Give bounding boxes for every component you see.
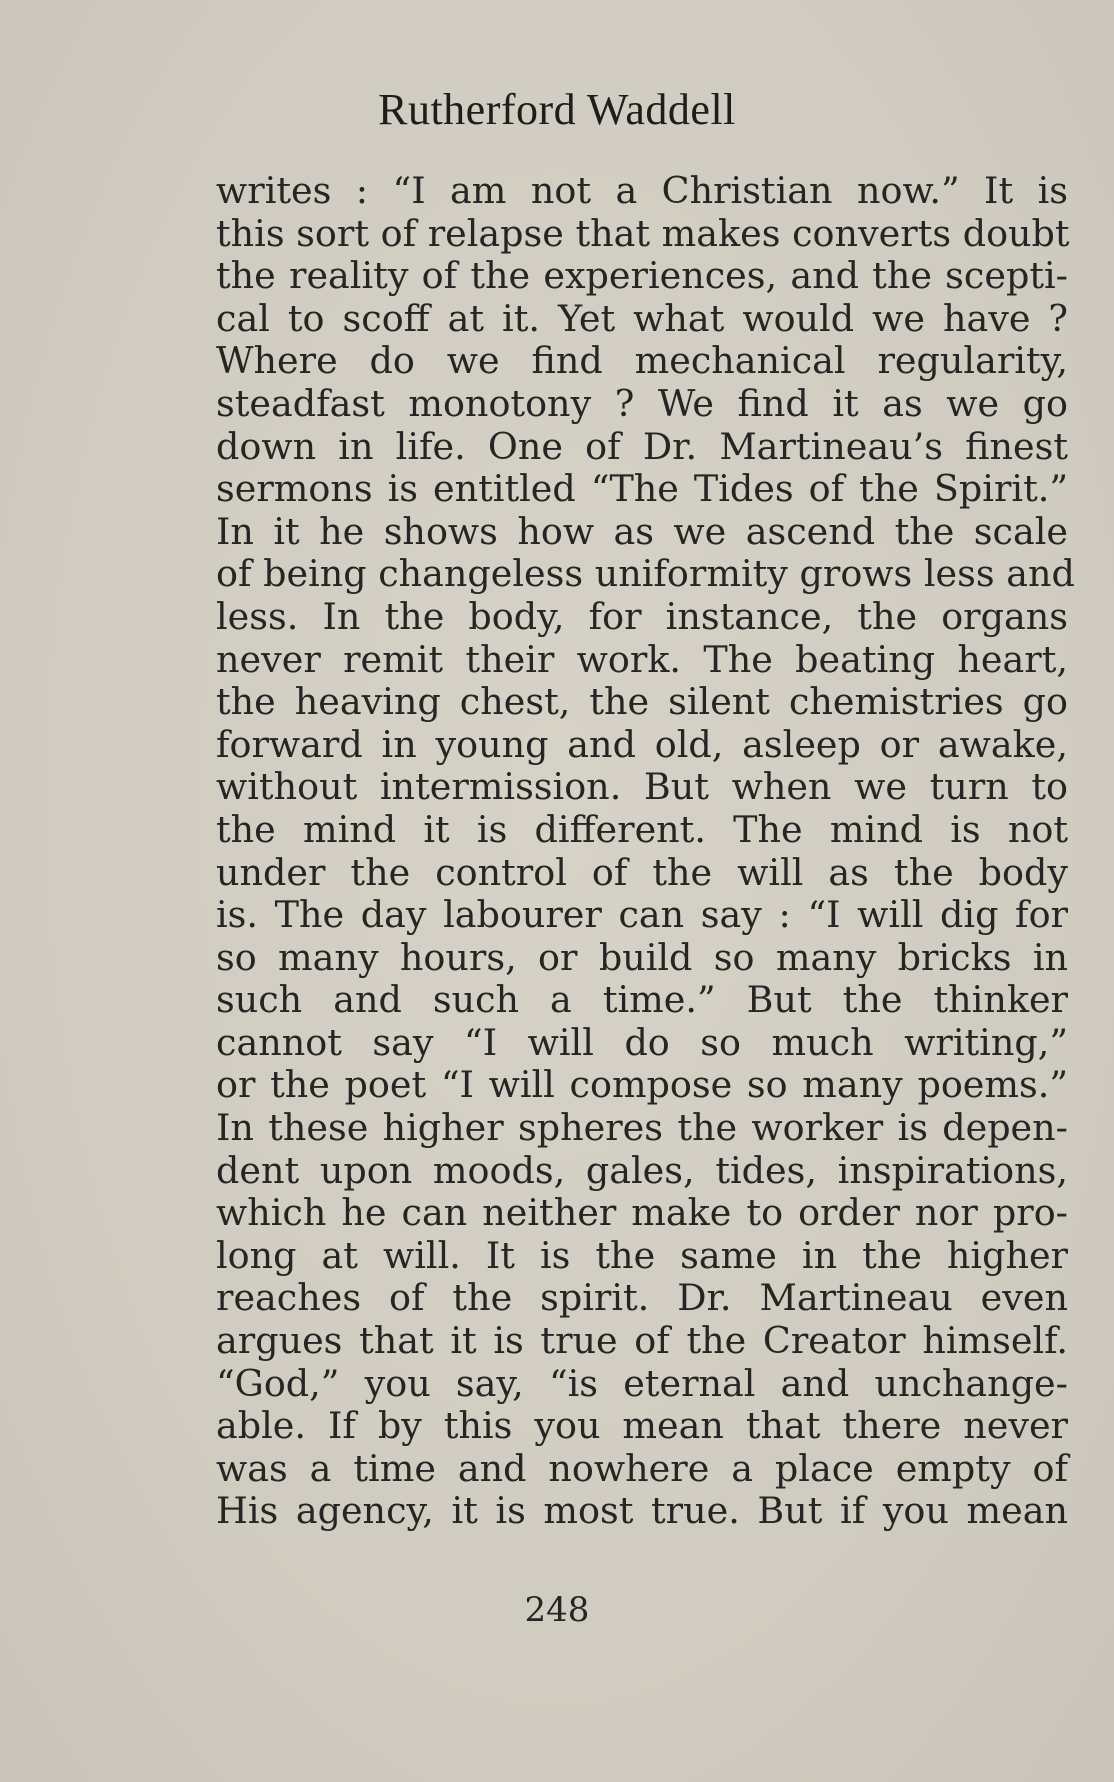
- text-line: reaches of the spirit. Dr. Martineau even: [216, 1276, 1068, 1320]
- text-line: cannot say “I will do so much writing,”: [216, 1020, 1068, 1064]
- text-line: writes : “I am not a Christian now.” It is: [216, 169, 1068, 212]
- text-line: the mind it is different. The mind is not: [216, 807, 1068, 851]
- text-line: cal to scoff at it. Yet what would we have ?: [216, 296, 1068, 340]
- text-line: His agency, it is most true. But if you mean: [216, 1489, 1068, 1533]
- page-number: 248: [524, 1590, 590, 1630]
- text-line: this sort of relapse that makes converts doubt: [216, 211, 1070, 255]
- running-head: Rutherford Waddell: [378, 85, 736, 134]
- text-line: forward in young and old, asleep or awake,: [216, 722, 1068, 766]
- text-line: such and such a time.” But the thinker: [216, 978, 1068, 1022]
- text-line: less. In the body, for instance, the organs: [216, 594, 1068, 638]
- text-line: “God,” you say, “is eternal and unchange-: [216, 1361, 1068, 1405]
- text-line: was a time and nowhere a place empty of: [216, 1446, 1068, 1490]
- text-line: argues that it is true of the Creator himself.: [216, 1319, 1068, 1363]
- text-line: able. If by this you mean that there never: [216, 1404, 1068, 1448]
- text-line: steadfast monotony ? We find it as we go: [216, 381, 1068, 425]
- text-line: down in life. One of Dr. Martineau’s finest: [216, 424, 1068, 468]
- text-line: which he can neither make to order nor pro-: [216, 1191, 1068, 1235]
- text-line: so many hours, or build so many bricks in: [216, 935, 1068, 979]
- text-line: under the control of the will as the body: [216, 850, 1068, 894]
- text-line: never remit their work. The beating heart,: [216, 637, 1068, 681]
- text-line: without intermission. But when we turn to: [216, 765, 1068, 809]
- text-line: In these higher spheres the worker is depen-: [216, 1106, 1068, 1150]
- text-line: the reality of the experiences, and the scepti-: [216, 254, 1068, 298]
- text-line: long at will. It is the same in the higher: [216, 1233, 1068, 1277]
- text-line: of being changeless uniformity grows less and: [216, 552, 1075, 596]
- text-line: is. The day labourer can say : “I will dig for: [216, 893, 1068, 937]
- text-line: dent upon moods, gales, tides, inspirations,: [216, 1148, 1068, 1192]
- text-line: or the poet “I will compose so many poems.”: [216, 1063, 1068, 1107]
- body-text: [216, 169, 1075, 1533]
- text-line: sermons is entitled “The Tides of the Spirit.”: [216, 467, 1068, 511]
- text-line: Where do we find mechanical regularity,: [216, 339, 1068, 383]
- text-line: In it he shows how as we ascend the scale: [216, 509, 1068, 553]
- text-line: the heaving chest, the silent chemistries go: [216, 680, 1068, 724]
